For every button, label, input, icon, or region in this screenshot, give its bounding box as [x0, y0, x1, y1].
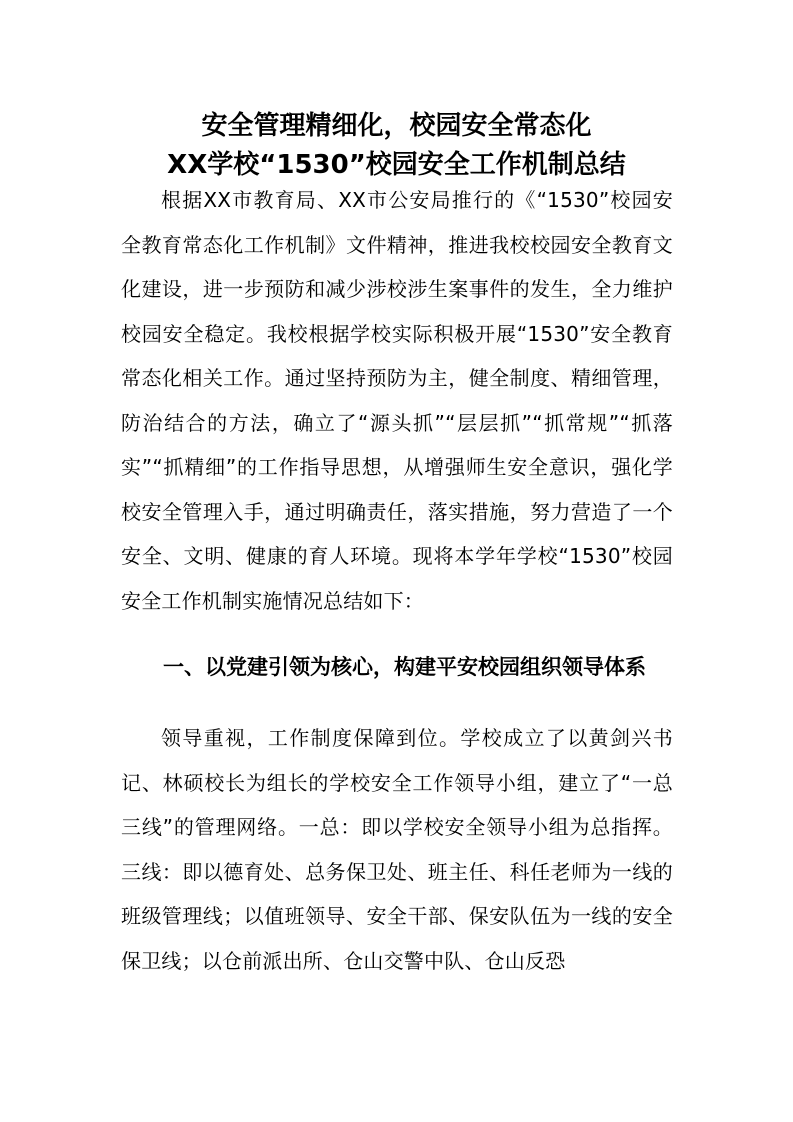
section1-paragraph: 领导重视，工作制度保障到位。学校成立了以黄剑兴书记、林硕校长为组长的学校安全工作领导小组，建立了“一总三线”的管理网络。一总：即以学校安全领导小组为总指挥。三线：即以德育处、总务保卫处、班主任、科任老师为一线的班级管理线；以值班领导、安全干部、保安队伍为一线的安全保卫线；以仓前派出所、仓山交警中队、仓山反恐 — [121, 726, 673, 973]
section1-heading: 一、以党建引领为核心，构建平安校园组织领导体系 — [163, 655, 646, 679]
document-title-line1: 安全管理精细化，校园安全常态化 — [201, 111, 592, 141]
document-title-line2: XX学校“1530”校园安全工作机制总结 — [167, 150, 626, 180]
intro-paragraph: 根据XX市教育局、XX市公安局推行的《“1530”校园安全教育常态化工作机制》文件精神，推进我校校园安全教育文化建设，进一步预防和减少涉校涉生案事件的发生，全力维护校园安全稳定。我校根据学校实际积极开展“1530”安全教育常态化相关工作。通过坚持预防为主，健全制度、精细管理，防治结合的方法，确立了“源头抓”“层层抓”“抓常规”“抓落实”“抓精细”的工作指导思想，从增强师生安全意识，强化学校安全管理入手，通过明确责任，落实措施，努力营造了一个安全、文明、健康的育人环境。现将本学年学校“1530”校园安全工作机制实施情况总结如下： — [121, 188, 673, 613]
